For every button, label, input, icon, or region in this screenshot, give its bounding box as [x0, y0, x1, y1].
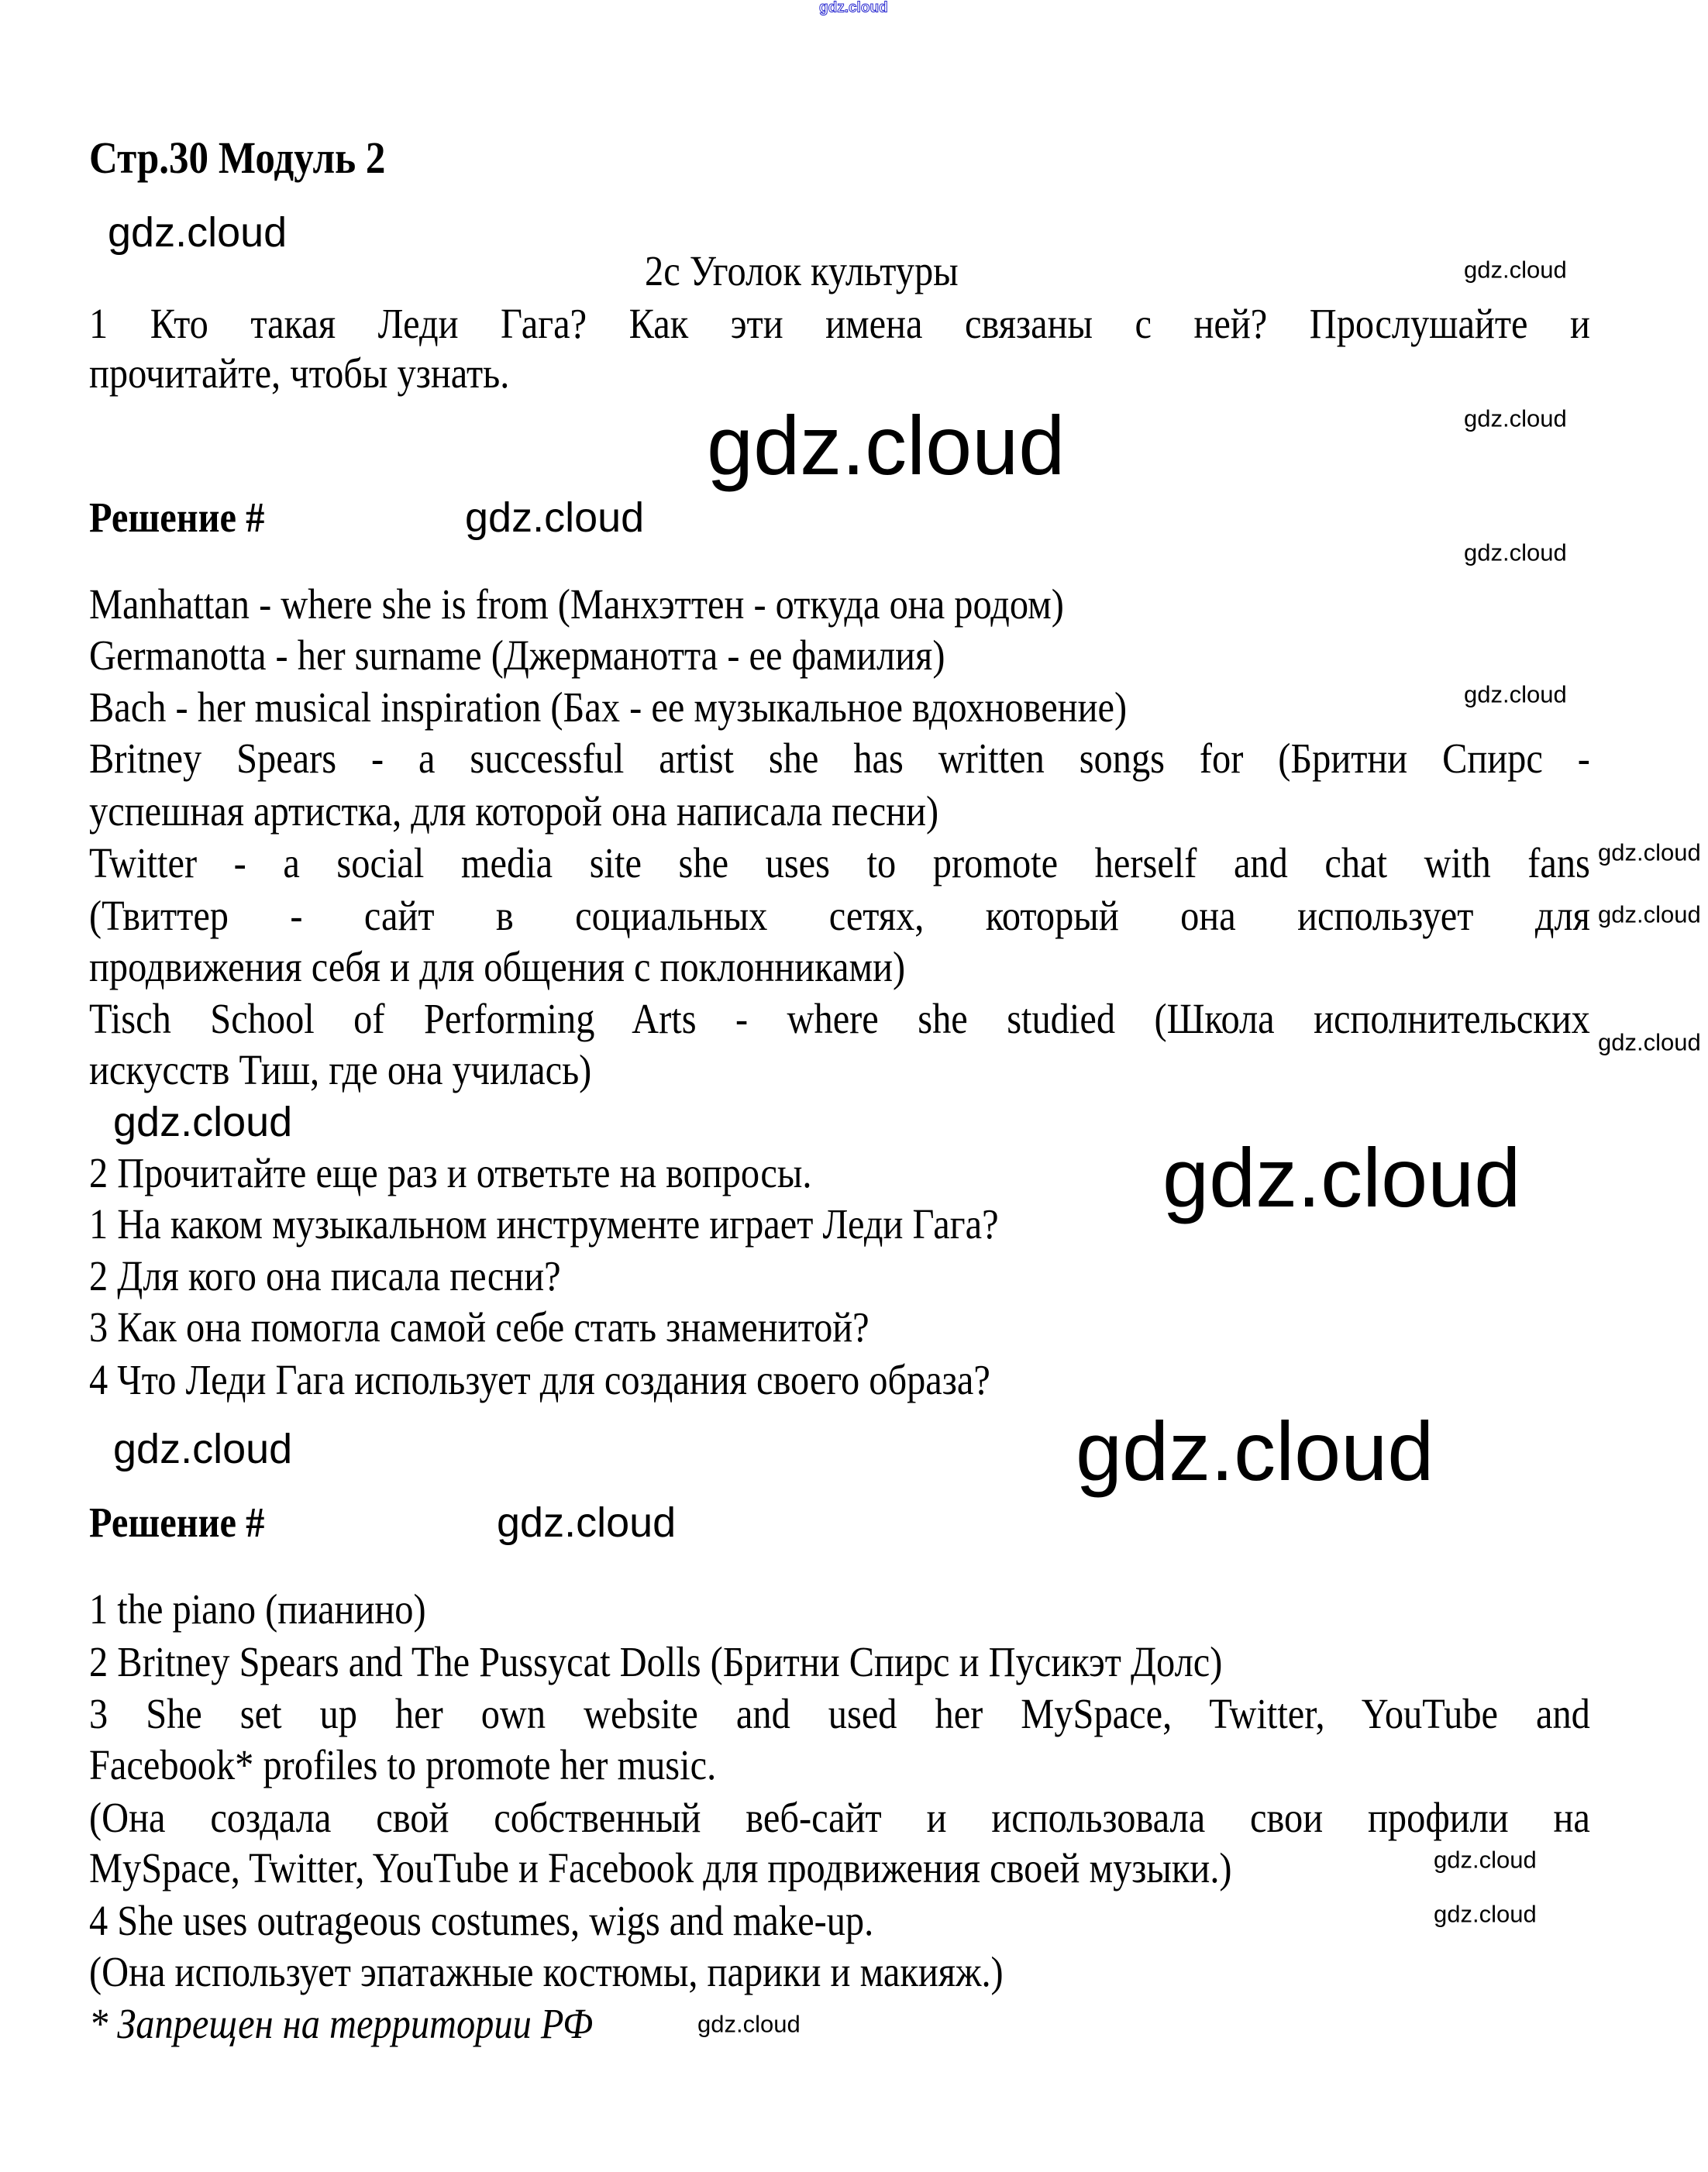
page-title: Стр.30 Модуль 2 [89, 133, 386, 183]
answer-line: MySpace, Twitter, YouTube и Facebook для продвижения своей музыки.) [89, 1844, 1232, 1891]
watermark: gdz.cloud [497, 1499, 677, 1546]
solution-label: Решение # [89, 494, 265, 541]
answer-line: 1 the piano (пианино) [89, 1585, 426, 1633]
answer-line: Tisch School of Performing Arts - where she studied (Школа исполнительских [89, 995, 1590, 1042]
watermark: gdz.cloud [108, 209, 288, 256]
answer-line: (Твиттер - сайт в социальных сетях, который она использует для [89, 892, 1590, 939]
answer-line: 4 She uses outrageous costumes, wigs and make-up. [89, 1897, 874, 1944]
footnote: * Запрещен на территории РФ [89, 2000, 594, 2047]
answer-line: 2 Britney Spears and The Pussycat Dolls (Бритни Спирс и Пусикэт Долс) [89, 1638, 1223, 1685]
task2-line: 2 Прочитайте еще раз и ответьте на вопросы. [89, 1149, 812, 1196]
task2-question: 4 Что Леди Гага использует для создания своего образа? [89, 1356, 990, 1403]
answer-line: Bach - her musical inspiration (Бах - ее музыкальное вдохновение) [89, 683, 1128, 731]
watermark: gdz.cloud [707, 398, 1066, 492]
watermark: gdz.cloud [113, 1426, 293, 1472]
watermark: gdz.cloud [1464, 404, 1567, 432]
watermark: gdz.cloud [1434, 1846, 1537, 1874]
answer-line: Germanotta - her surname (Джерманотта - ее фамилия) [89, 632, 945, 679]
answer-line: (Она использует эпатажные костюмы, парики и макияж.) [89, 1948, 1004, 1995]
watermark: gdz.cloud [1598, 900, 1701, 928]
answer-line: Manhattan - where she is from (Манхэттен - откуда она родом) [89, 580, 1064, 628]
task1-line: прочитайте, чтобы узнать. [89, 349, 510, 397]
answer-line: искусств Тиш, где она училась) [89, 1046, 592, 1093]
answer-line: продвижения себя и для общения с поклонниками) [89, 943, 906, 990]
answer-line: (Она создала свой собственный веб-сайт и использовала свои профили на [89, 1794, 1590, 1841]
watermark: gdz.cloud [1434, 1900, 1537, 1928]
section-title: 2c Уголок культуры [645, 247, 959, 294]
watermark: gdz.cloud [1464, 539, 1567, 566]
answer-line: Twitter - a social media site she uses to promote herself and chat with fans [89, 839, 1590, 886]
watermark: gdz.cloud [1162, 1131, 1521, 1224]
task1-line: 1 Кто такая Леди Гага? Как эти имена связаны с ней? Прослушайте и [89, 300, 1590, 347]
watermark: gdz.cloud [1598, 1028, 1701, 1056]
watermark: gdz.cloud [1076, 1404, 1434, 1498]
answer-line: Britney Spears - a successful artist she has written songs for (Бритни Спирс - [89, 735, 1590, 782]
watermark: gdz.cloud [465, 494, 645, 541]
task2-question: 3 Как она помогла самой себе стать знаменитой? [89, 1303, 869, 1351]
watermark: gdz.cloud [819, 0, 888, 16]
answer-line: Facebook* profiles to promote her music. [89, 1741, 717, 1788]
answer-line: 3 She set up her own website and used her MySpace, Twitter, YouTube and [89, 1690, 1590, 1737]
watermark: gdz.cloud [1598, 838, 1701, 866]
watermark: gdz.cloud [1464, 256, 1567, 284]
watermark: gdz.cloud [697, 2010, 801, 2038]
watermark: gdz.cloud [1464, 680, 1567, 708]
watermark: gdz.cloud [113, 1099, 293, 1145]
task2-question: 1 На каком музыкальном инструменте играет Леди Гага? [89, 1200, 999, 1248]
task2-question: 2 Для кого она писала песни? [89, 1252, 561, 1299]
solution-label: Решение # [89, 1499, 265, 1546]
answer-line: успешная артистка, для которой она написала песни) [89, 787, 939, 835]
